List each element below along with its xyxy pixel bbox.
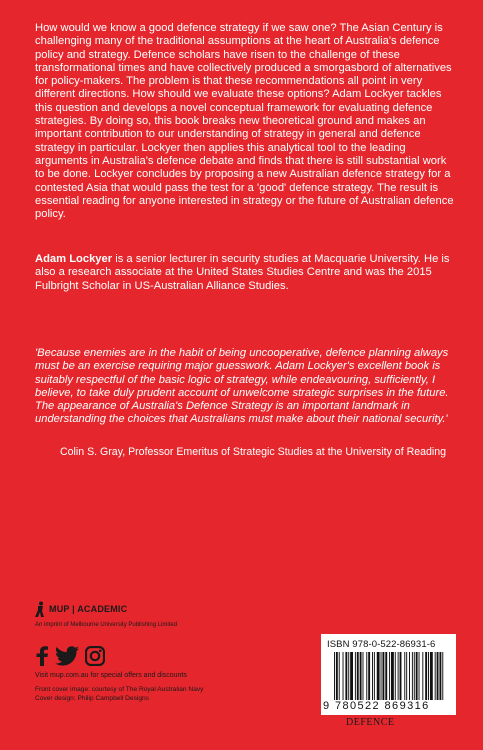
endorsement-quote: 'Because enemies are in the habit of being uncooperative, defence planning always must be an exercise requiring major guesswork. Adam Lockyer's excellent book is suitably respectful of the basic logic of strategy, while endeavouring, sufficiently, I believe, to take duly prudent account of unwelcome strategic surprises in the future. The appearance of Australia's Defence Strategy is an important landmark in understanding the choices that Australians must make about their national security.' xyxy=(35,347,449,426)
barcode-bar xyxy=(377,652,380,700)
barcode-bar xyxy=(406,652,407,700)
back-cover-blurb: How would we know a good defence strategy if we saw one? The Asian Century is challenging many of the traditional assumptions at the heart of Australia's defence policy and strategy. Defence scholars have risen to the challenge of these transformational times and have collectively produced a smorgasbord of alternatives for policy-makers. The problem is that these recommendations all point in very different directions. How should we evaluate these options? Adam Lockyer tackles this question and develops a novel conceptual framework for evaluating defence strategies. By doing so, this book breaks new theoretical ground and makes an important contribution to our understanding of strategy in general and defence strategy in particular. Lockyer then applies this analytical tool to the leading arguments in Australia's defence debate and finds that there is still substantial work to be done. Lockyer concludes by proposing a new Australian defence strategy for a contested Asia that would pass the test for a 'good' defence strategy. The result is essential reading for anyone interested in strategy or the future of Australian defence policy. xyxy=(35,22,454,221)
barcode-bar xyxy=(345,652,347,700)
social-links xyxy=(35,646,105,666)
barcode-bar xyxy=(419,652,420,700)
barcode-bar xyxy=(357,652,359,700)
barcode-bar xyxy=(437,652,439,700)
barcode-bar xyxy=(430,652,433,700)
barcode-bar xyxy=(398,652,399,700)
isbn-number: ISBN 978-0-522-86931-6 xyxy=(327,639,436,650)
barcode-bar xyxy=(360,652,362,700)
barcode-bar xyxy=(391,652,394,700)
barcode-bar xyxy=(422,652,423,700)
publisher-imprint: An imprint of Melbourne University Publishing Limited xyxy=(35,622,178,628)
barcode-digits: 9 780522 869316 xyxy=(323,700,430,712)
barcode-bar xyxy=(414,652,415,700)
mup-figure-icon xyxy=(35,601,45,617)
publisher-website-promo: Visit mup.com.au for special offers and discounts xyxy=(35,672,187,679)
barcode-bar xyxy=(439,652,441,700)
barcode-bar xyxy=(372,652,373,700)
barcode-bars xyxy=(334,652,446,700)
barcode-bar xyxy=(339,652,340,700)
barcode-bar xyxy=(343,652,344,700)
author-bio-text: is a senior lecturer in security studies at Macquarie University. He is also a research associate at the United States Studies Centre and was the 2015 Fulbright Scholar in US-Australian Alliance Studies. xyxy=(35,253,450,292)
barcode-bar xyxy=(404,652,405,700)
barcode-bar xyxy=(389,652,390,700)
barcode-bar xyxy=(435,652,436,700)
twitter-icon[interactable] xyxy=(55,646,79,666)
publisher-logo xyxy=(35,601,127,617)
isbn-barcode xyxy=(321,634,456,715)
barcode-bar xyxy=(366,652,367,700)
barcode-bar xyxy=(336,652,338,700)
barcode-bar xyxy=(381,652,382,700)
cover-design-credit: Cover design: Philip Campbell Designs xyxy=(35,694,149,702)
endorsement-attribution: Colin S. Gray, Professor Emeritus of Strategic Studies at the University of Reading xyxy=(60,446,447,458)
author-name: Adam Lockyer xyxy=(35,253,113,265)
barcode-bar xyxy=(425,652,427,700)
barcode-bar xyxy=(350,652,353,700)
barcode-bar xyxy=(355,652,356,700)
subject-category: DEFENCE xyxy=(346,717,395,728)
barcode-bar xyxy=(385,652,387,700)
barcode-bar xyxy=(409,652,410,700)
barcode-bar xyxy=(368,652,370,700)
instagram-icon[interactable] xyxy=(85,646,105,666)
publisher-logo-text: MUP | ACADEMIC xyxy=(49,604,128,614)
barcode-bar xyxy=(395,652,396,700)
cover-credits xyxy=(35,686,203,703)
barcode-bar xyxy=(363,652,364,700)
barcode-bar xyxy=(334,652,335,700)
barcode-bar xyxy=(348,652,349,700)
barcode-bar xyxy=(374,652,375,700)
barcode-bar xyxy=(428,652,429,700)
barcode-bar xyxy=(412,652,413,700)
barcode-bar xyxy=(400,652,402,700)
cover-image-credit: Front cover image: courtesy of The Royal Australian Navy xyxy=(35,686,204,693)
barcode-bar xyxy=(416,652,418,700)
barcode-bar xyxy=(382,652,384,700)
facebook-icon[interactable] xyxy=(35,646,49,666)
author-bio xyxy=(35,253,455,293)
barcode-bar xyxy=(442,652,443,700)
